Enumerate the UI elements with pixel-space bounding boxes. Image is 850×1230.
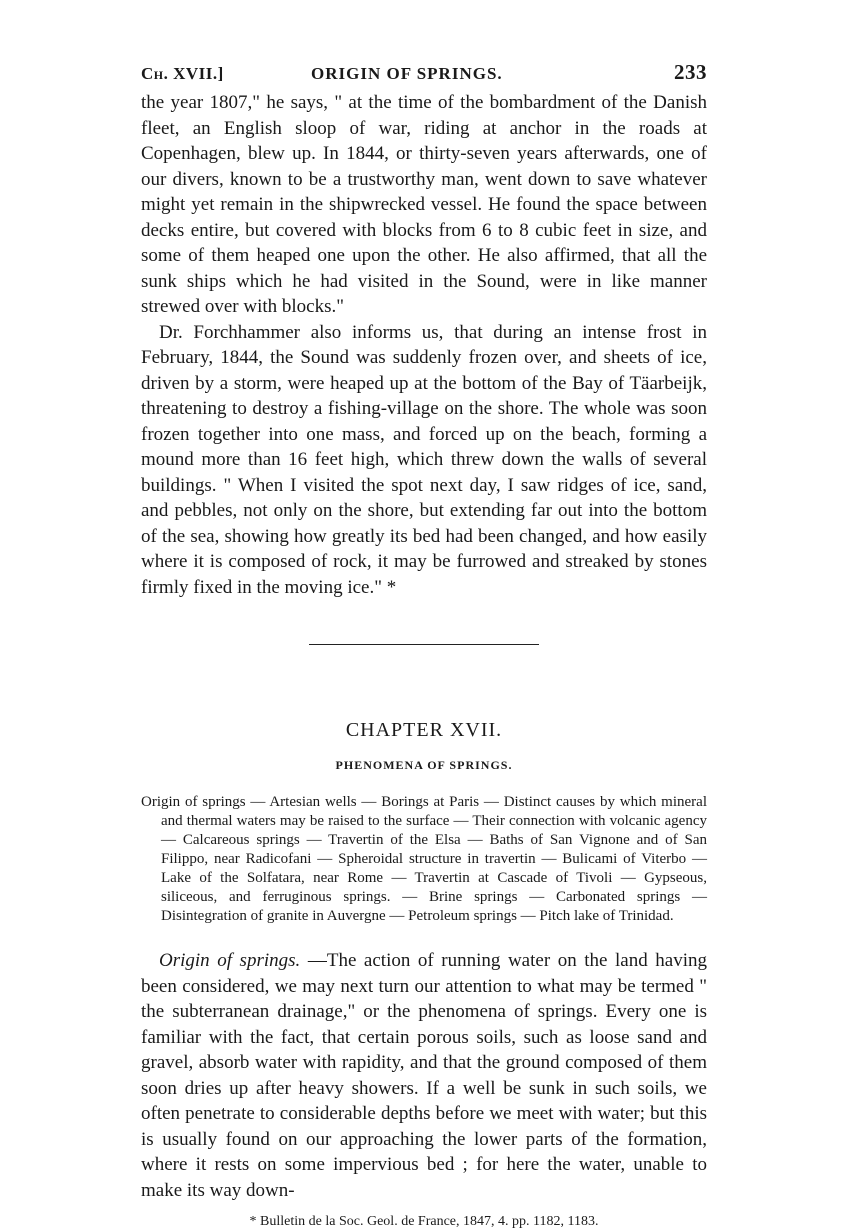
section-divider xyxy=(309,644,539,645)
chapter-reference: Ch. XVII.] xyxy=(141,64,224,83)
book-page xyxy=(141,60,707,1230)
chapter-summary: Origin of springs — Artesian wells — Borings at Paris — Distinct causes by which mineral and thermal waters may be raised to the surface — Their connection with volcanic agency — Calcareous springs — Travertin of the Elsa — Baths of San Vignone and of San Filippo, near Radicofani — Spheroidal structure in travertin — Bulicami of Viterbo — Lake of the Solfatara, near Rome — Travertin at Cascade of Tivoli — Gypseous, siliceous, and ferruginous springs. — Brine springs — Carbonated springs — Disintegration of granite in Auvergne — Petroleum springs — Pitch lake of Trinidad. xyxy=(141,794,707,924)
forchhammer-paragraph: Dr. Forchhammer also informs us, that during an intense frost in February, 1844, the Sound was suddenly frozen over, and sheets of ice, driven by a storm, were heaped up at the bottom of the Bay of Täarbeijk, threatening to destroy a fishing-village on the shore. The whole was soon frozen together into one mass, and forced up on the beach, forming a mound more than 16 feet high, which threw down the walls of several buildings. " When I visited the spot next day, I saw ridges of ice, sand, and pebbles, not only on the shore, but extending far out into the bottom of the sea, showing how greatly its bed had been changed, and how easily where it is composed of rock, it may be furrowed and streaked by stones firmly fixed in the moving ice." * xyxy=(141,321,707,598)
chapter-title: CHAPTER XVII. xyxy=(345,719,503,741)
page-number: 233 xyxy=(674,60,707,84)
footnote: * Bulletin de la Soc. Geol. de France, 1847, 4. pp. 1182, 1183. xyxy=(249,1214,599,1229)
section-dash: — xyxy=(300,950,327,971)
section-text: The action of running water on the land having been considered, we may next turn our attention to what may be termed " the subterranean drainage," or the phenomena of springs. Every one is familiar with the fact, that certain porous soils, such as loose sand and gravel, absorb water with rapidity, and that the ground composed of them soon dries up after heavy showers. If a well be sunk in such soils, we often penetrate to considerable depths before we meet with water; but this is usually found on our approaching the lower parts of the formation, where it rests on some impervious bed ; for here the water, unable to make its way down- xyxy=(141,950,708,1201)
chapter-subtitle: PHENOMENA OF SPRINGS. xyxy=(335,758,513,772)
section-label: Origin of springs. xyxy=(159,950,301,971)
section-paragraph xyxy=(141,948,707,1203)
running-title: ORIGIN OF SPRINGS. xyxy=(311,64,503,83)
running-head xyxy=(141,60,707,90)
quoted-paragraph: the year 1807," he says, " at the time of the bombardment of the Danish fleet, an English sloop of war, riding at anchor in the roads at Copenhagen, blew up. In 1844, or thirty-seven years afterwards, one of our divers, known to be a trustworthy man, went down to save whatever might yet remain in the shipwrecked vessel. He found the space between decks entire, but covered with blocks from 6 to 8 cubic feet in size, and some of them heaped one upon the other. He also affirmed, that all the sunk ships which he had visited in the Sound, were in like manner strewed over with blocks." xyxy=(141,92,707,317)
